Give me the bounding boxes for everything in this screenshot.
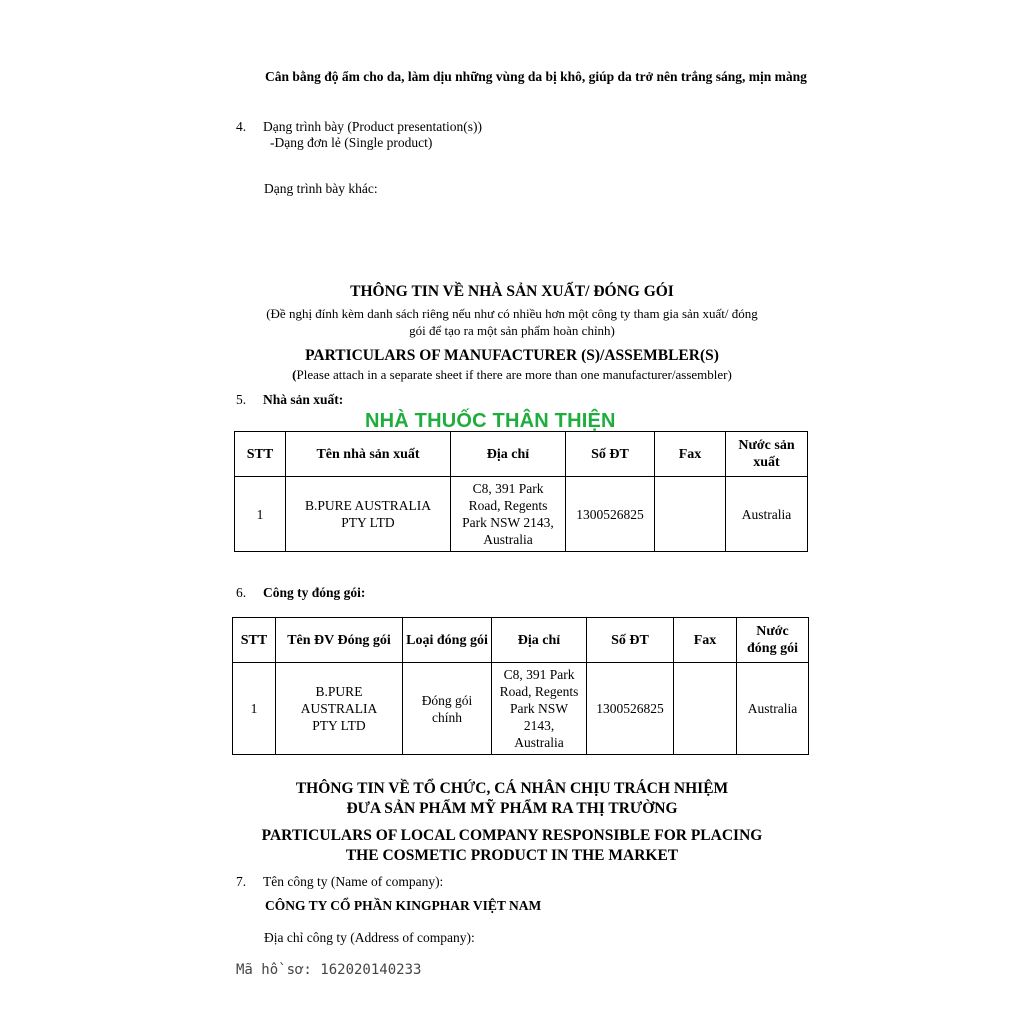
manufacturer-note-vi-1: (Đề nghị đính kèm danh sách riêng nếu như có nhiều hơn một công ty tham gia sản xuất/ đóng [266,306,758,321]
mt-header-stt: STT [235,432,286,477]
mt-cell-stt: 1 [235,477,286,552]
manufacturer-note-en [212,366,812,383]
section-7-address-label: Địa chỉ công ty (Address of company): [264,930,475,945]
manufacturer-note-vi-2: gói để tạo ra một sản phẩm hoàn chỉnh) [409,323,615,338]
pt-cell-address: C8, 391 Park Road, Regents Park NSW 2143, Australia [492,663,587,755]
responsible-title-vi-2: ĐƯA SẢN PHẨM MỸ PHẨM RA THỊ TRƯỜNG [346,800,678,817]
mt-cell-phone: 1300526825 [566,477,655,552]
mt-header-country: Nước sản xuất [726,432,808,477]
pt-cell-country: Australia [737,663,809,755]
mt-cell-fax [655,477,726,552]
pt-cell-name: B.PURE AUSTRALIA PTY LTD [276,663,403,755]
section-7 [236,873,443,890]
responsible-title-en-2: THE COSMETIC PRODUCT IN THE MARKET [345,847,679,864]
pt-header-country: Nước đóng gói [737,618,809,663]
responsible-title-en-1: PARTICULARS OF LOCAL COMPANY RESPONSIBLE FOR PLACING [261,827,763,844]
pt-cell-type: Đóng gói chính [403,663,492,755]
watermark-text: NHÀ THUỐC THÂN THIỆN [365,410,616,432]
section-5-label: Nhà sản xuất: [263,392,344,407]
section-4 [236,118,482,135]
mt-header-fax: Fax [655,432,726,477]
pt-header-stt: STT [233,618,276,663]
pt-cell-fax [674,663,737,755]
manufacturer-note-en-text: Please attach in a separate sheet if there are more than one manufacturer/assembler) [296,367,732,382]
mt-header-address: Địa chỉ [451,432,566,477]
manufacturer-table-header [235,432,808,477]
mt-header-name: Tên nhà sản xuất [286,432,451,477]
manufacturer-note-en-paren: ( [292,367,297,382]
manufacturer-title-vi: THÔNG TIN VỀ NHÀ SẢN XUẤT/ ĐÓNG GÓI [350,283,674,300]
intro-text: Cân bằng độ ẩm cho da, làm dịu những vùng da bị khô, giúp da trở nên trắng sáng, mịn màng [265,69,807,84]
section-7-label: Tên công ty (Name of company): [263,874,444,889]
mt-cell-name: B.PURE AUSTRALIA PTY LTD [286,477,451,552]
pt-cell-phone: 1300526825 [587,663,674,755]
pt-cell-stt: 1 [233,663,276,755]
packer-table [232,617,809,755]
section-7-number: 7. [236,874,247,889]
pt-header-name: Tên ĐV Đóng gói [276,618,403,663]
pt-header-address: Địa chỉ [492,618,587,663]
section-5 [236,391,343,408]
mt-cell-country: Australia [726,477,808,552]
section-4-other: Dạng trình bày khác: [264,181,378,196]
pt-header-fax: Fax [674,618,737,663]
table-row [235,477,808,552]
manufacturer-title-en: PARTICULARS OF MANUFACTURER (S)/ASSEMBLER(S) [305,347,719,364]
section-6-label: Công ty đóng gói: [263,585,366,600]
section-6 [236,584,365,601]
record-code: Mã hồ sơ: 162020140233 [236,962,422,978]
section-4-label: Dạng trình bày (Product presentation(s)) [263,119,482,134]
section-5-number: 5. [236,392,247,407]
mt-cell-address: C8, 391 Park Road, Regents Park NSW 2143, Australia [451,477,566,552]
manufacturer-table [234,431,808,552]
section-4-sub: -Dạng đơn lẻ (Single product) [270,135,433,150]
responsible-title-vi-1: THÔNG TIN VỀ TỔ CHỨC, CÁ NHÂN CHỊU TRÁCH NHIỆM [295,780,729,797]
packer-table-header [233,618,809,663]
section-7-company: CÔNG TY CỔ PHẦN KINGPHAR VIỆT NAM [265,898,542,913]
table-row [233,663,809,755]
pt-header-type: Loại đóng gói [403,618,492,663]
section-6-number: 6. [236,585,247,600]
mt-header-phone: Số ĐT [566,432,655,477]
pt-header-phone: Số ĐT [587,618,674,663]
section-4-number: 4. [236,119,247,134]
